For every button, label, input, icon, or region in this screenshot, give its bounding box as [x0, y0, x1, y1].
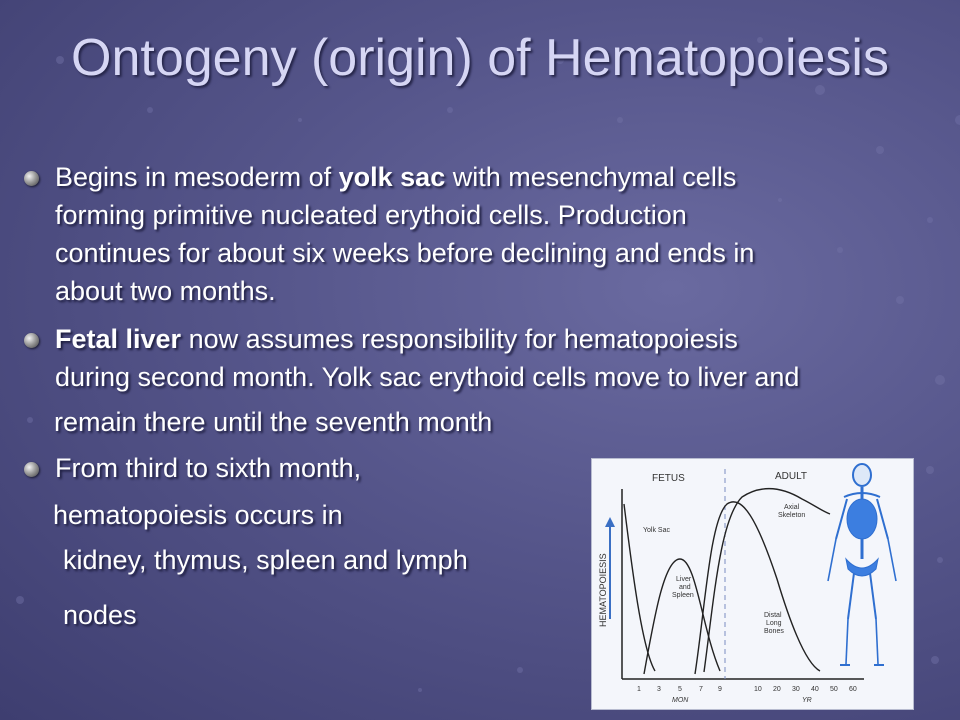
- adult-label: ADULT: [775, 471, 808, 482]
- yolk-sac-label: Yolk Sac: [643, 527, 670, 534]
- bullet-2-line-3: remain there until the seventh month: [54, 407, 493, 437]
- bullet-3-line-4: nodes: [63, 600, 137, 630]
- bullet-3-line-2: hematopoiesis occurs in: [53, 500, 343, 530]
- bullet-2-line-1: [55, 324, 738, 355]
- hematopoiesis-figure: [591, 458, 914, 710]
- axial-skeleton-curve: [704, 489, 830, 672]
- tick-label: 40: [811, 686, 819, 693]
- tick-label: 3: [657, 686, 661, 693]
- y-axis-label: HEMATOPOIESIS: [598, 553, 608, 627]
- tick-label: 1: [637, 686, 641, 693]
- distal-label-2: Long: [766, 620, 782, 627]
- tick-label: 9: [718, 686, 722, 693]
- distal-label-1: Distal: [764, 612, 782, 619]
- bullet-3-line-1: From third to sixth month,: [55, 453, 362, 483]
- bullet-icon: [24, 333, 39, 348]
- distal-long-bones-curve: [695, 502, 820, 674]
- arrow-head-icon: [605, 517, 615, 527]
- fetus-label: FETUS: [652, 473, 685, 484]
- bullet-1-line-2: forming primitive nucleated erythoid cells. Production: [55, 200, 687, 230]
- tick-label: 30: [792, 686, 800, 693]
- liver-label-1: Liver: [676, 576, 692, 583]
- distal-label-3: Bones: [764, 628, 784, 635]
- bullet-2-bold-term: Fetal liver: [55, 324, 182, 354]
- tick-label: 50: [830, 686, 838, 693]
- tick-label: 10: [754, 686, 762, 693]
- skeleton-icon: [828, 464, 896, 665]
- hematopoiesis-diagram: [592, 459, 913, 709]
- bullet-1-line-1: [55, 162, 736, 193]
- tick-label: 60: [849, 686, 857, 693]
- liver-label-3: Spleen: [672, 592, 694, 599]
- bullet-icon: [24, 462, 39, 477]
- bullet-icon: [24, 171, 39, 186]
- axial-label-1: Axial: [784, 504, 800, 511]
- tick-label: 7: [699, 686, 703, 693]
- x-axis-label-mon: MON: [672, 697, 689, 704]
- bullet-2-line-2: during second month. Yolk sac erythoid cells move to liver and: [55, 362, 800, 392]
- bullet-1-line-3: continues for about six weeks before declining and ends in: [55, 238, 755, 268]
- bullet-3-line-3: kidney, thymus, spleen and lymph: [63, 545, 468, 575]
- bullet-2-text: now assumes responsibility for hematopoiesis: [181, 324, 738, 354]
- bullet-1-text: Begins in mesoderm of: [55, 162, 339, 192]
- tick-label: 5: [678, 686, 682, 693]
- x-axis-label-yr: YR: [802, 697, 812, 704]
- tick-label: 20: [773, 686, 781, 693]
- bullet-1-line-4: about two months.: [55, 276, 276, 306]
- bullet-1-bold-term: yolk sac: [338, 162, 446, 192]
- liver-label-2: and: [679, 584, 691, 591]
- axial-label-2: Skeleton: [778, 512, 806, 519]
- bullet-1-text-cont: with mesenchymal cells: [445, 162, 737, 192]
- slide-title: Ontogeny (origin) of Hematopoiesis: [71, 29, 889, 87]
